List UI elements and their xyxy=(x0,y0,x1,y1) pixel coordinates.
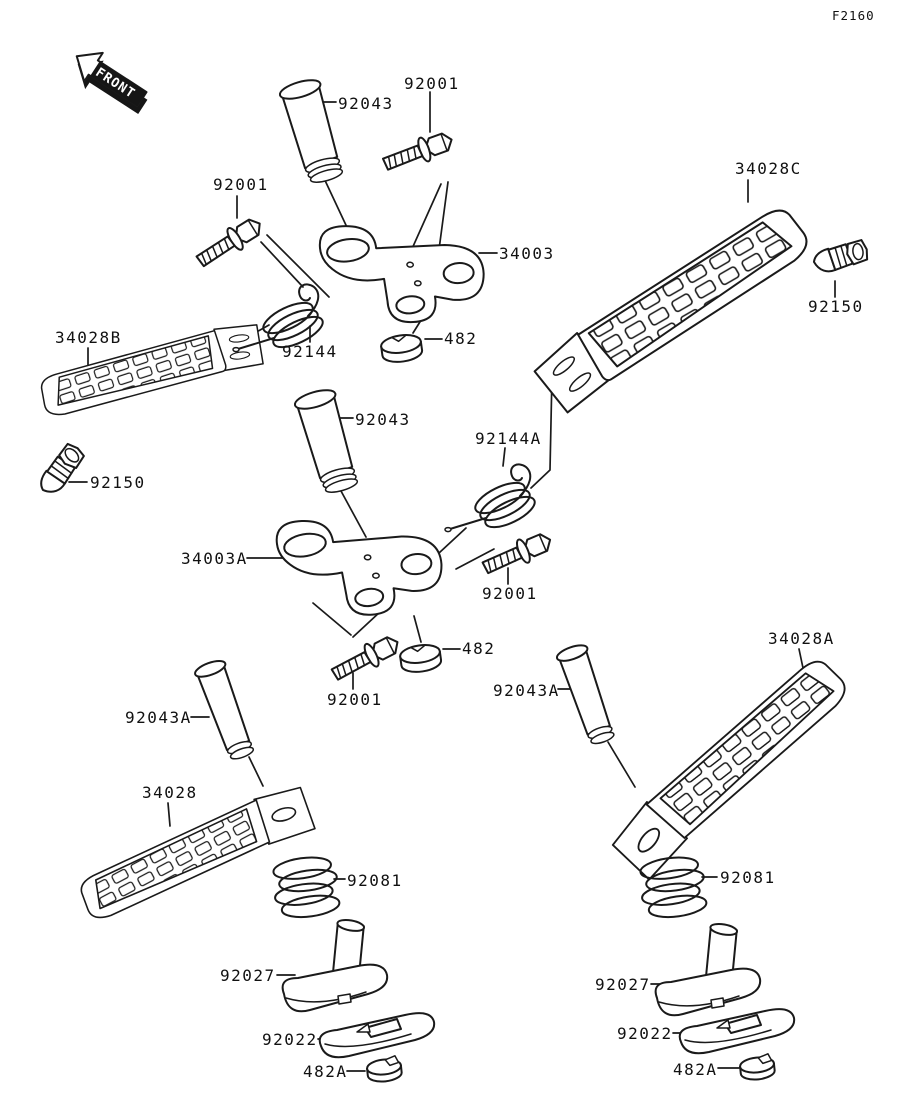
part-label-92043A-left: 92043A xyxy=(125,708,192,727)
part-label-482A-right: 482A xyxy=(673,1060,718,1079)
plate-92022-right xyxy=(680,1009,794,1053)
bolt-92001-top xyxy=(381,128,456,176)
part-label-92001-lower: 92001 xyxy=(327,690,383,709)
holder-92027-left xyxy=(283,918,388,1011)
part-label-34003: 34003 xyxy=(499,244,555,263)
front-arrow xyxy=(64,42,155,121)
pin-92043A-left xyxy=(193,658,257,763)
fiche-code: F2160 xyxy=(832,8,875,23)
spring-92144A xyxy=(445,464,539,533)
part-label-34003A: 34003A xyxy=(181,549,248,568)
spring-92081-right xyxy=(637,854,709,921)
pin-92043-top xyxy=(278,76,347,186)
part-label-92144A: 92144A xyxy=(475,429,542,448)
stud-92150-left xyxy=(32,441,89,498)
part-label-92150-right: 92150 xyxy=(808,297,864,316)
pin-92043A-right xyxy=(555,642,618,747)
part-label-92081-right: 92081 xyxy=(720,868,776,887)
part-label-92081-left: 92081 xyxy=(347,871,403,890)
stud-92150-right xyxy=(812,239,869,273)
pin-92043-middle xyxy=(293,386,362,496)
bracket-34003A xyxy=(274,520,443,617)
part-label-34028: 34028 xyxy=(142,783,198,802)
part-labels xyxy=(55,74,864,1081)
bolt-92001-lower xyxy=(329,631,404,686)
footpeg-34028 xyxy=(75,770,321,940)
part-label-92043-middle: 92043 xyxy=(355,410,411,429)
bolt-92001-middle xyxy=(480,528,555,579)
part-label-482-upper: 482 xyxy=(444,329,478,348)
part-label-92022-right: 92022 xyxy=(617,1024,673,1043)
part-label-92027-right: 92027 xyxy=(595,975,651,994)
part-label-92150-left: 92150 xyxy=(90,473,146,492)
part-label-92022-left: 92022 xyxy=(262,1030,318,1049)
part-label-92043-top: 92043 xyxy=(338,94,394,113)
part-label-92043A-right: 92043A xyxy=(493,681,560,700)
collar-482-upper xyxy=(380,333,423,365)
part-label-34028B: 34028B xyxy=(55,328,122,347)
spring-92081-left xyxy=(270,854,342,921)
clamp-482A-right xyxy=(739,1053,775,1081)
part-label-92001-top: 92001 xyxy=(404,74,460,93)
part-label-482-middle: 482 xyxy=(462,639,496,658)
front-arrow-label: FRONT xyxy=(92,65,138,102)
part-label-92027-left: 92027 xyxy=(220,966,276,985)
holder-92027-right xyxy=(656,922,761,1015)
bracket-34003 xyxy=(315,224,487,327)
plate-92022-left xyxy=(320,1013,434,1057)
part-label-34028A: 34028A xyxy=(768,629,835,648)
footpeg-34028C xyxy=(525,203,823,416)
part-label-92001-upper-left: 92001 xyxy=(213,175,269,194)
part-label-34028C: 34028C xyxy=(735,159,802,178)
clamp-482A-left xyxy=(366,1055,402,1083)
part-label-92001-middle: 92001 xyxy=(482,584,538,603)
footpeg-34028A xyxy=(599,654,865,884)
part-label-92144: 92144 xyxy=(282,342,338,361)
part-label-482A-left: 482A xyxy=(303,1062,348,1081)
bolt-92001-left xyxy=(193,213,266,272)
collar-482-middle xyxy=(399,643,442,675)
